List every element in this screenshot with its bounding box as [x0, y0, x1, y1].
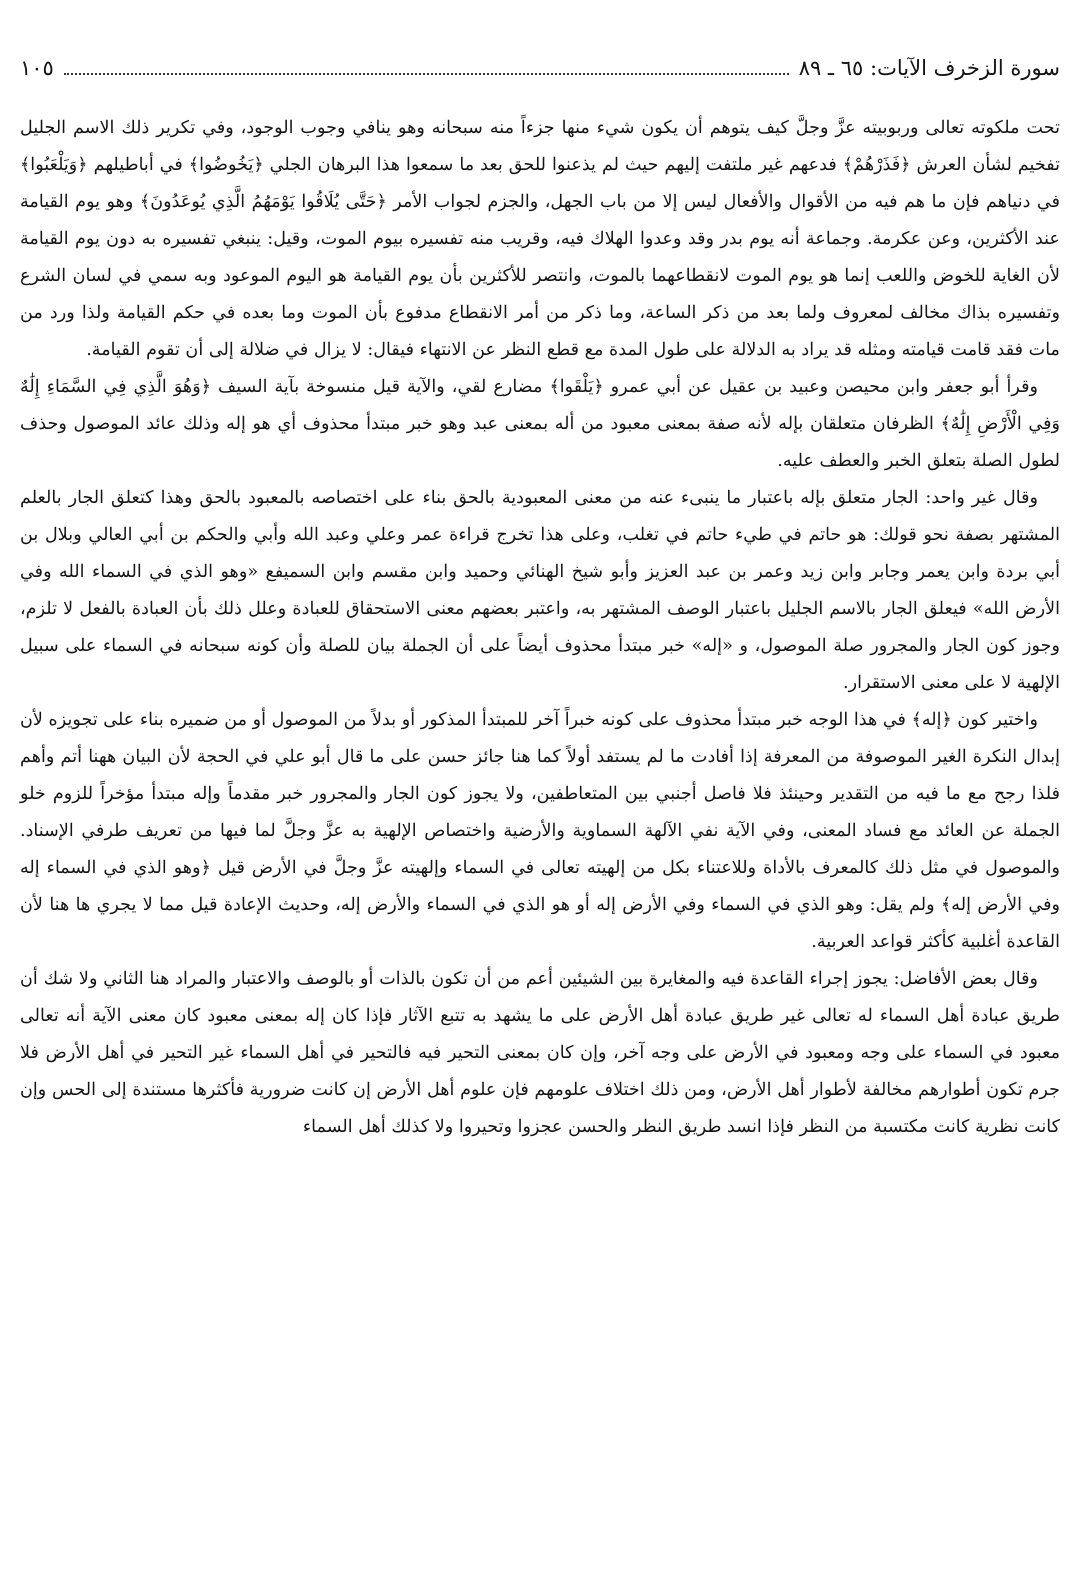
- paragraph: وقال غير واحد: الجار متعلق بإله باعتبار ما ينبىء عنه من معنى المعبودية بالحق بناء على اختصاصه بالمعبود بالحق وهذا كتعلق الجار بالعلم المشتهر بصفة نحو قولك: هو حاتم في طيء حاتم في تغلب، وعلى هذا تخرج قراءة عمر وعلي وعبد الله وأبي والحكم بن أبي العالي وبلال بن أبي بردة وابن يعمر وجابر وابن زيد وعمر بن عبد العزيز وأبو شيخ الهنائي وحميد وابن مقسم وابن السميفع «وهو الذي في السماء الله وفي الأرض الله» فيعلق الجار بالاسم الجليل باعتبار الوصف المشتهر به، واعتبر بعضهم معنى الاستحقاق للعبادة وعلل ذلك بأن العبادة بالفعل لا تلزم، وجوز كون الجار والمجرور صلة الموصول، و «إله» خبر مبتدأ محذوف أيضاً على أن الجملة بيان للصلة وأن كونه سبحانه في السماء على سبيل الإلهية لا على معنى الاستقرار.: [20, 488, 1060, 693]
- commentary-text: [20, 110, 1060, 1146]
- running-header: [20, 56, 1060, 96]
- leader-dots: [64, 59, 789, 75]
- paragraph: وقرأ أبو جعفر وابن محيصن وعبيد بن عقيل عن أبي عمرو ﴿يَلْقَوا﴾ مضارع لقي، والآية قيل منسوخة بآية السيف ﴿وَهُوَ الَّذِي فِي السَّمَاءِ إِلَٰهٌ وَفِي الْأَرْضِ إِلَٰهٌ﴾ الظرفان متعلقان بإله لأنه صفة بمعنى معبود من أله بمعنى عبد وهو خبر مبتدأ محذوف أي هو إله وذلك عائد الموصول وحذف لطول الصلة بتعلق الخبر والعطف عليه.: [20, 377, 1060, 471]
- page-number: ١٠٥: [20, 56, 54, 80]
- paragraph: تحت ملكوته تعالى وربوبيته عزَّ وجلَّ كيف يتوهم أن يكون شيء منها جزءاً منه سبحانه وهو ينافي وجوب الوجود، وفي تكرير ذلك الاسم الجليل تفخيم لشأن العرش ﴿فَذَرْهُمْ﴾ فدعهم غير ملتفت إليهم حيث لم يذعنوا للحق بعد ما سمعوا هذا البرهان الجلي ﴿يَخُوضُوا﴾ في أباطيلهم ﴿وَيَلْعَبُوا﴾ في دنياهم فإن ما هم فيه من الأقوال والأفعال ليس إلا من باب الجهل، والجزم لجواب الأمر ﴿حَتَّى يُلَاقُوا يَوْمَهُمُ الَّذِي يُوعَدُونَ﴾ وهو يوم القيامة عند الأكثرين، وعن عكرمة. وجماعة أنه يوم بدر وقد وعدوا الهلاك فيه، وقريب منه تفسيره بيوم الموت، وقيل: ينبغي تفسيره به دون يوم القيامة لأن الغاية للخوض واللعب إنما هو يوم الموت لانقطاعهما بالموت، وانتصر للأكثرين بأن يوم القيامة هو اليوم الموعود وبه سمي في لسان الشرع وتفسيره بذاك مخالف لمعروف ولما بعد من ذكر الساعة، وما ذكر من أمر الانقطاع مدفوع بأن الموت وما بعده في حكم القيامة ولذا ورد من مات فقد قامت قيامته ومثله قد يراد به الدلالة على طول المدة مع قطع النظر عن الانتهاء فيقال: لا يزال في ضلالة إلى أن تقوم القيامة.: [20, 118, 1060, 360]
- paragraph: واختير كون ﴿إله﴾ في هذا الوجه خبر مبتدأ محذوف على كونه خبراً آخر للمبتدأ المذكور أو بدلاً من الموصول أو من ضميره بناء على تجويزه لأن إبدال النكرة الغير الموصوفة من المعرفة إذا أفادت ما لم يستفد أولاً كما هنا جائز حسن على ما قال أبو علي في الحجة لأن البيان ههنا أتم وأهم فلذا رجح مع ما فيه من التقدير وحينئذ فلا فاصل أجنبي بين المتعاطفين، ولا يجوز كون الجار والمجرور خبر مقدماً وإله مبتدأ مؤخراً للزوم خلو الجملة عن العائد مع فساد المعنى، وفي الآية نفي الآلهة السماوية والأرضية واختصاص الإلهية به عزَّ وجلَّ لما فيها من تعريف طرفي الإسناد. والموصول في مثل ذلك كالمعرف بالأداة وللاعتناء بكل من إلهيته تعالى في السماء وإلهيته عزَّ وجلَّ في الأرض قيل ﴿وهو الذي في السماء إله وفي الأرض إله﴾ ولم يقل: وهو الذي في السماء وفي الأرض إله أو هو الذي في السماء والأرض إله، وحديث الإعادة قيل مما لا يجري ها هنا لأن القاعدة أغلبية كأكثر قواعد العربية.: [20, 710, 1060, 952]
- paragraph: وقال بعض الأفاضل: يجوز إجراء القاعدة فيه والمغايرة بين الشيئين أعم من أن تكون بالذات أو بالوصف والاعتبار والمراد هنا الثاني ولا شك أن طريق عبادة أهل السماء له تعالى غير طريق عبادة أهل الأرض على ما يشهد به تتبع الآثار فإذا كان إله بمعنى معبود كان معنى الآية أنه تعالى معبود في السماء على وجه ومعبود في الأرض على وجه آخر، وإن كان بمعنى التحير فيه فالتحير في أهل السماء غير التحير في أهل الأرض فلا جرم تكون أطوارهم مخالفة لأطوار أهل الأرض، ومن ذلك اختلاف علومهم فإن علوم أهل الأرض إن كانت ضرورية فأكثرها مستندة إلى الحس وإن كانت نظرية كانت مكتسبة من النظر فإذا انسد طريق النظر والحسن عجزوا وتحيروا ولا كذلك أهل السماء: [20, 969, 1060, 1137]
- surah-title: سورة الزخرف الآيات: ٦٥ ـ ٨٩: [798, 56, 1060, 80]
- book-page: [20, 56, 1060, 1576]
